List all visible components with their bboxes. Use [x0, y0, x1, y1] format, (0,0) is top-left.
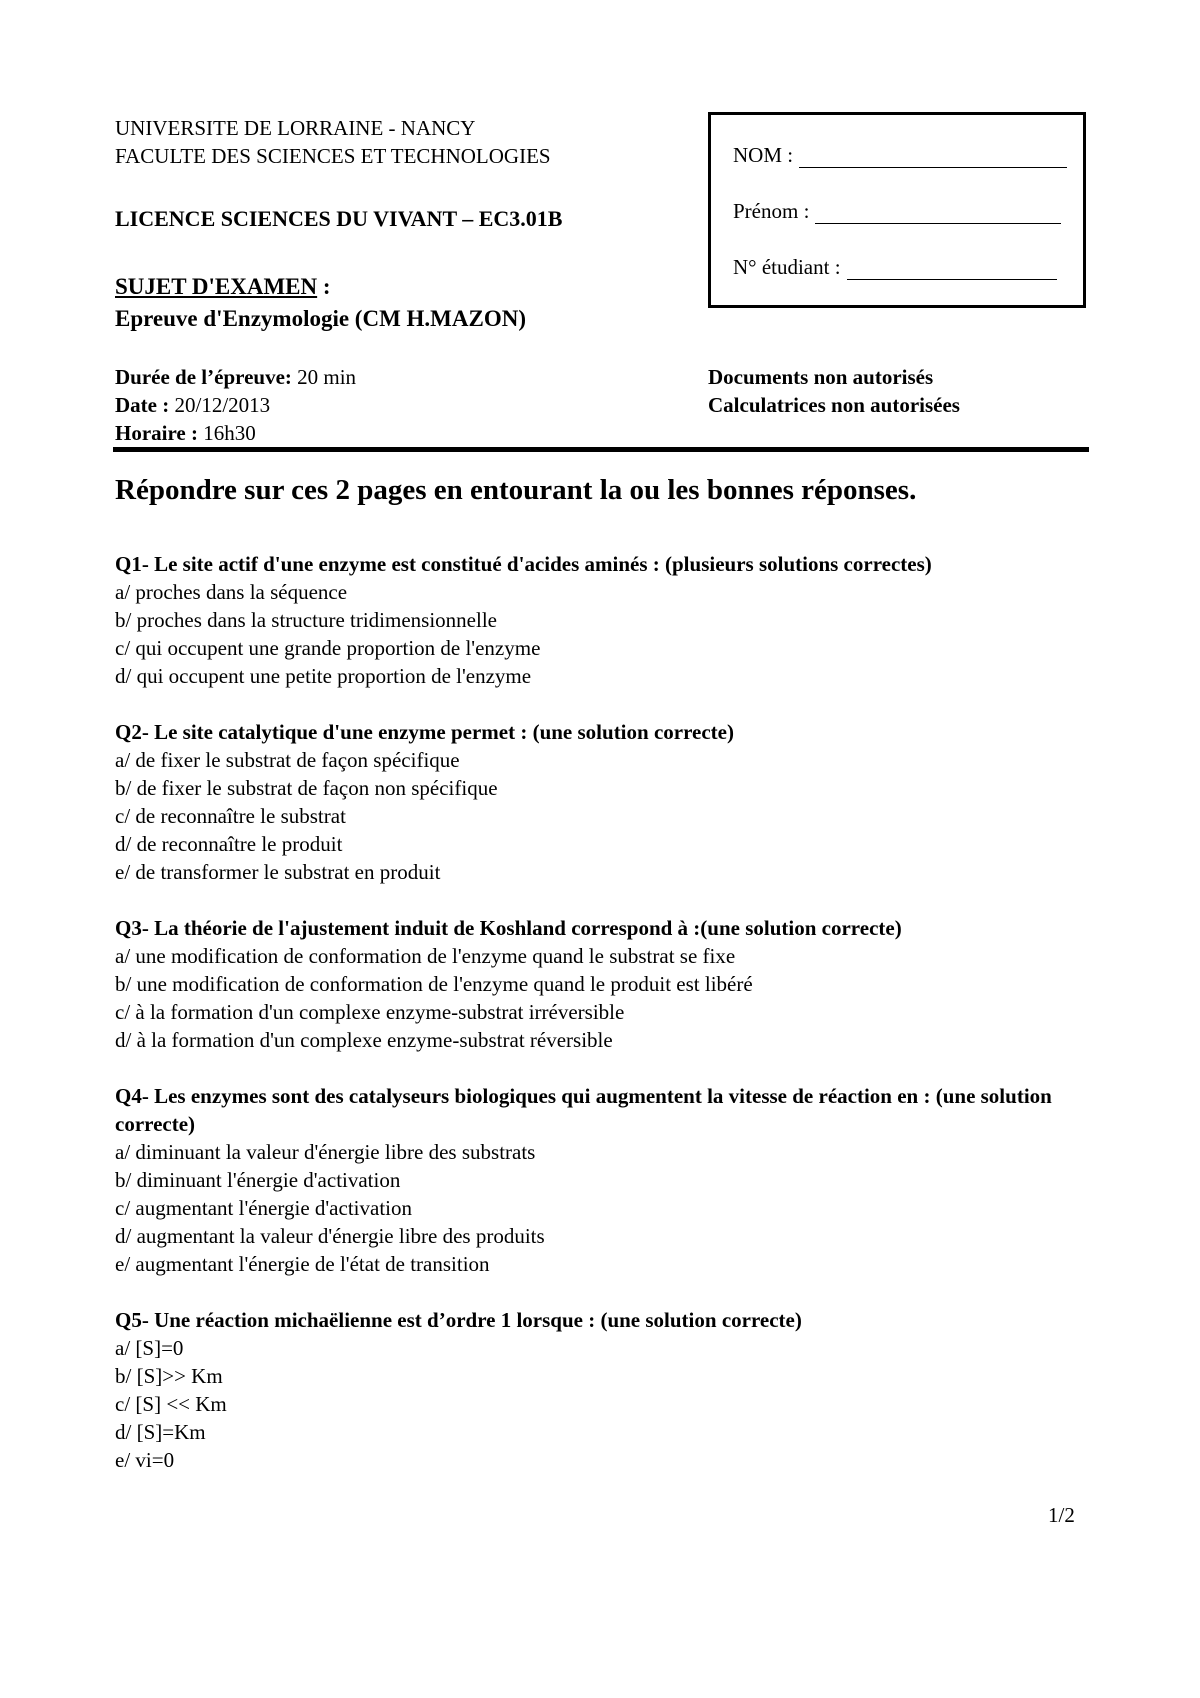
- instruction-heading: Répondre sur ces 2 pages en entourant la ou les bonnes réponses.: [115, 474, 917, 506]
- horaire-value: 16h30: [198, 421, 256, 445]
- answer-option[interactable]: a/ [S]=0: [115, 1336, 184, 1360]
- answer-option[interactable]: c/ à la formation d'un complexe enzyme-substrat irréversible: [115, 1000, 625, 1024]
- exam-meta: [115, 363, 356, 447]
- etudiant-label: N° étudiant :: [733, 255, 841, 279]
- duree-label: Durée de l’épreuve:: [115, 365, 292, 389]
- answer-option[interactable]: b/ proches dans la structure tridimensionnelle: [115, 608, 497, 632]
- answer-option[interactable]: e/ vi=0: [115, 1448, 175, 1472]
- answer-option[interactable]: a/ de fixer le substrat de façon spécifique: [115, 748, 460, 772]
- answer-option[interactable]: c/ [S] << Km: [115, 1392, 227, 1416]
- answer-option[interactable]: d/ qui occupent une petite proportion de l'enzyme: [115, 664, 532, 688]
- answer-option[interactable]: e/ de transformer le substrat en produit: [115, 860, 441, 884]
- date-value: 20/12/2013: [169, 393, 271, 417]
- answer-option[interactable]: b/ [S]>> Km: [115, 1364, 223, 1388]
- prenom-field[interactable]: [815, 203, 1061, 224]
- exam-rules: [708, 363, 960, 419]
- answer-option[interactable]: d/ [S]=Km: [115, 1420, 206, 1444]
- documents-rule: Documents non autorisés: [708, 365, 934, 389]
- calculatrices-rule: Calculatrices non autorisées: [708, 393, 960, 417]
- duree-row: [115, 363, 356, 391]
- date-row: [115, 391, 356, 419]
- answer-option[interactable]: d/ de reconnaître le produit: [115, 832, 343, 856]
- horaire-label: Horaire :: [115, 421, 198, 445]
- answer-option[interactable]: b/ diminuant l'énergie d'activation: [115, 1168, 401, 1192]
- horaire-row: [115, 419, 356, 447]
- answer-option[interactable]: c/ de reconnaître le substrat: [115, 804, 346, 828]
- date-label: Date :: [115, 393, 170, 417]
- question-block: [115, 914, 1085, 1054]
- nom-row: [733, 143, 1067, 168]
- question-title: Q3- La théorie de l'ajustement induit de Koshland correspond à :(une solution correcte): [115, 916, 902, 940]
- questions-list: [115, 550, 1085, 1502]
- answer-option[interactable]: c/ augmentant l'énergie d'activation: [115, 1196, 412, 1220]
- sujet-colon: :: [317, 274, 331, 299]
- sujet-label: SUJET D'EXAMEN: [115, 274, 318, 299]
- prenom-label: Prénom :: [733, 199, 810, 223]
- question-title: Q2- Le site catalytique d'une enzyme permet : (une solution correcte): [115, 720, 734, 744]
- etudiant-field[interactable]: [847, 259, 1057, 280]
- answer-option[interactable]: d/ augmentant la valeur d'énergie libre des produits: [115, 1224, 545, 1248]
- exam-subject: [115, 271, 526, 335]
- header-divider: [113, 447, 1089, 452]
- question-block: [115, 1306, 1085, 1474]
- etudiant-row: [733, 255, 1057, 280]
- question-block: [115, 550, 1085, 690]
- epreuve-title: Epreuve d'Enzymologie (CM H.MAZON): [115, 306, 526, 331]
- institution-header: [115, 114, 695, 170]
- university-name: UNIVERSITE DE LORRAINE - NANCY: [115, 116, 476, 140]
- answer-option[interactable]: d/ à la formation d'un complexe enzyme-substrat réversible: [115, 1028, 613, 1052]
- answer-option[interactable]: a/ proches dans la séquence: [115, 580, 348, 604]
- answer-option[interactable]: a/ une modification de conformation de l'enzyme quand le substrat se fixe: [115, 944, 736, 968]
- question-block: [115, 1082, 1085, 1278]
- question-title: Q4- Les enzymes sont des catalyseurs biologiques qui augmentent la vitesse de réaction en : (une solution correcte): [115, 1084, 1052, 1136]
- faculty-name: FACULTE DES SCIENCES ET TECHNOLOGIES: [115, 144, 551, 168]
- question-title: Q1- Le site actif d'une enzyme est constitué d'acides aminés : (plusieurs solutions correctes): [115, 552, 932, 576]
- question-block: [115, 718, 1085, 886]
- answer-option[interactable]: a/ diminuant la valeur d'énergie libre des substrats: [115, 1140, 536, 1164]
- page-number: 1/2: [1048, 1503, 1075, 1527]
- nom-field[interactable]: [799, 147, 1067, 168]
- nom-label: NOM :: [733, 143, 794, 167]
- student-id-box: [708, 112, 1086, 308]
- answer-option[interactable]: b/ une modification de conformation de l'enzyme quand le produit est libéré: [115, 972, 753, 996]
- licence-title: LICENCE SCIENCES DU VIVANT – EC3.01B: [115, 206, 563, 231]
- answer-option[interactable]: c/ qui occupent une grande proportion de l'enzyme: [115, 636, 541, 660]
- prenom-row: [733, 199, 1061, 224]
- answer-option[interactable]: b/ de fixer le substrat de façon non spécifique: [115, 776, 498, 800]
- duree-value: 20 min: [291, 365, 357, 389]
- answer-option[interactable]: e/ augmentant l'énergie de l'état de transition: [115, 1252, 490, 1276]
- question-title: Q5- Une réaction michaëlienne est d’ordre 1 lorsque : (une solution correcte): [115, 1308, 802, 1332]
